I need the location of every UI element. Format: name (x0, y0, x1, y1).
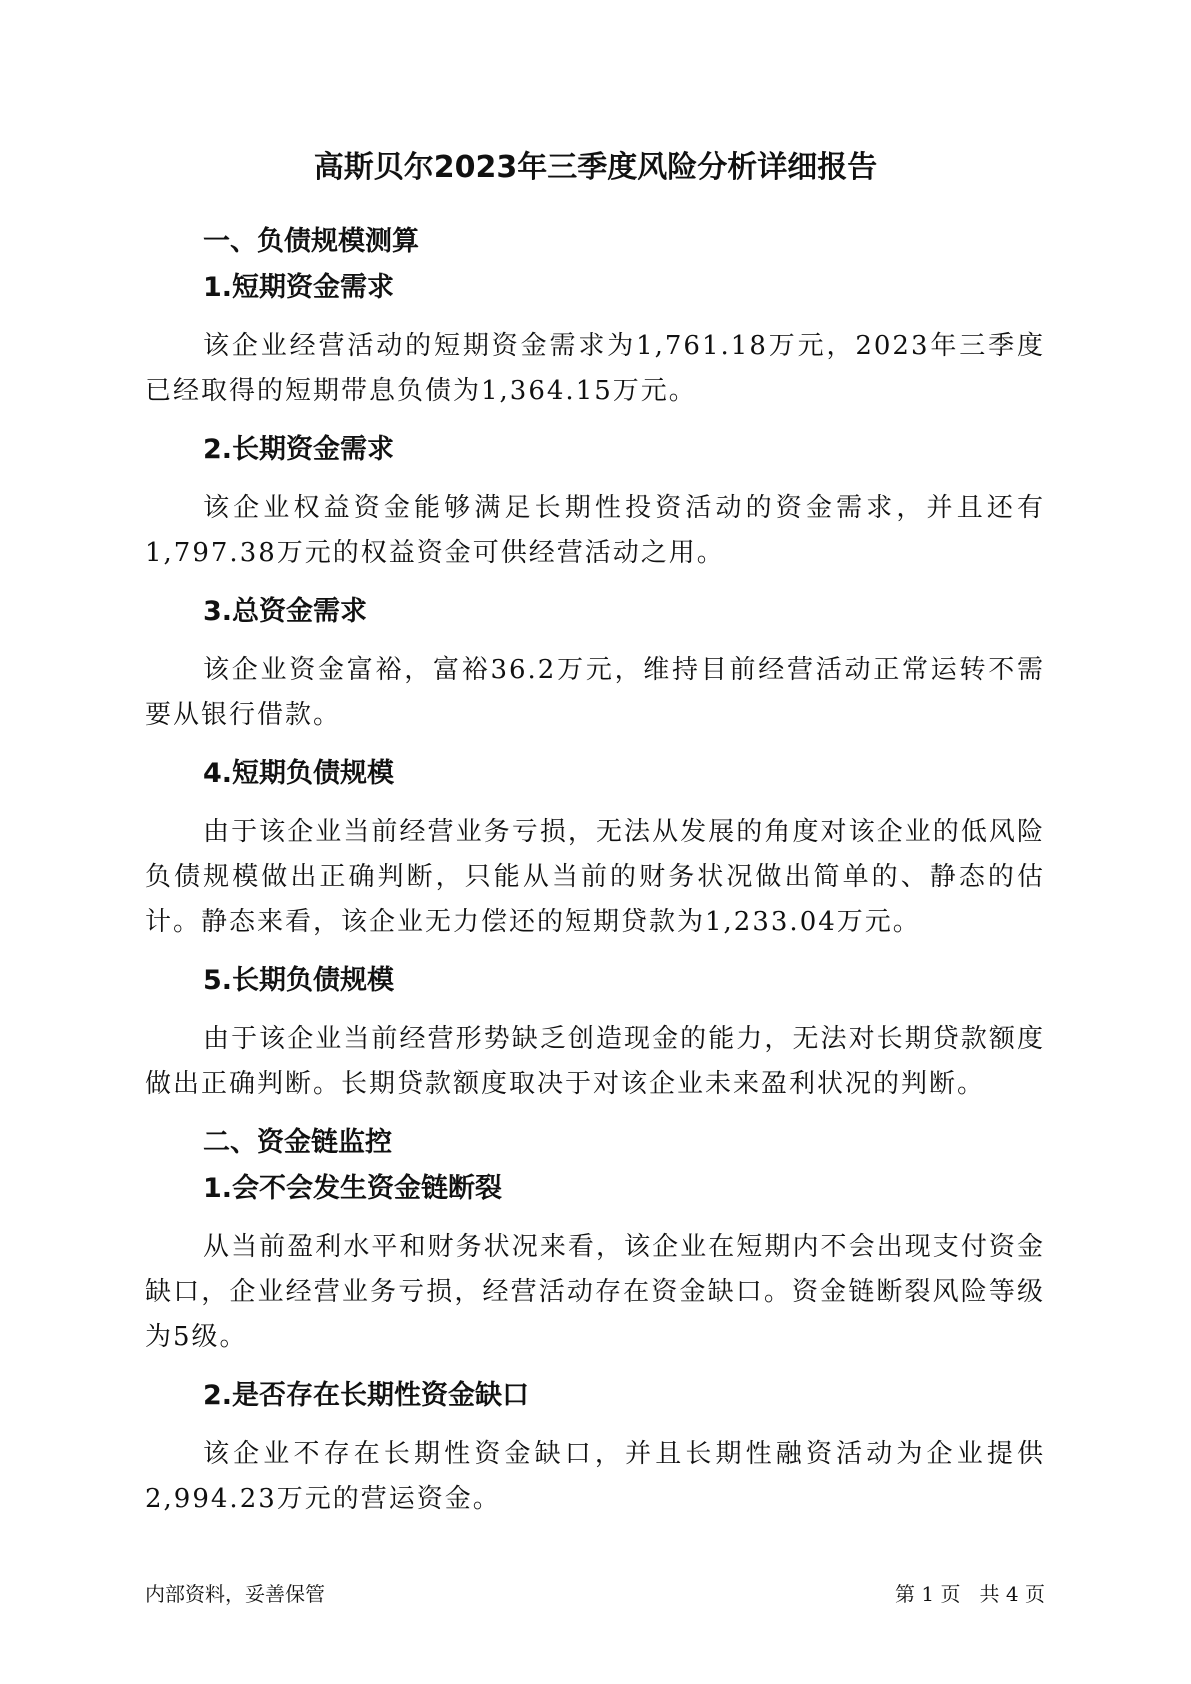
paragraph: 该企业经营活动的短期资金需求为1,761.18万元，2023年三季度已经取得的短期带息负债为1,364.15万元。 (145, 331, 1045, 406)
document-title: 高斯贝尔2023年三季度风险分析详细报告 (313, 150, 878, 185)
subsection-heading: 2.长期资金需求 (203, 434, 395, 465)
subsection-heading: 1.会不会发生资金链断裂 (203, 1173, 503, 1204)
section-heading: 一、负债规模测算 (203, 226, 419, 257)
paragraph: 该企业资金富裕，富裕36.2万元，维持目前经营活动正常运转不需要从银行借款。 (145, 655, 1045, 730)
document-body (145, 220, 1045, 1536)
paragraph: 由于该企业当前经营业务亏损，无法从发展的角度对该企业的低风险负债规模做出正确判断，只能从当前的财务状况做出简单的、静态的估计。静态来看，该企业无力偿还的短期贷款为1,233.04万元。 (145, 817, 1045, 937)
paragraph: 该企业权益资金能够满足长期性投资活动的资金需求，并且还有1,797.38万元的权益资金可供经营活动之用。 (145, 493, 1045, 568)
paragraph: 从当前盈利水平和财务状况来看，该企业在短期内不会出现支付资金缺口，企业经营业务亏损，经营活动存在资金缺口。资金链断裂风险等级为5级。 (145, 1232, 1045, 1352)
subsection-heading: 5.长期负债规模 (203, 965, 395, 996)
confidentiality-note: 内部资料，妥善保管 (145, 1582, 325, 1606)
subsection-heading: 2.是否存在长期性资金缺口 (203, 1380, 530, 1411)
page-number: 第 1 页 共 4 页 (895, 1582, 1045, 1606)
subsection-heading: 1.短期资金需求 (203, 272, 395, 303)
paragraph: 由于该企业当前经营形势缺乏创造现金的能力，无法对长期贷款额度做出正确判断。长期贷款额度取决于对该企业未来盈利状况的判断。 (145, 1024, 1045, 1099)
section-heading: 二、资金链监控 (203, 1127, 392, 1158)
paragraph: 该企业不存在长期性资金缺口，并且长期性融资活动为企业提供2,994.23万元的营运资金。 (145, 1439, 1045, 1514)
subsection-heading: 3.总资金需求 (203, 596, 368, 627)
subsection-heading: 4.短期负债规模 (203, 758, 395, 789)
